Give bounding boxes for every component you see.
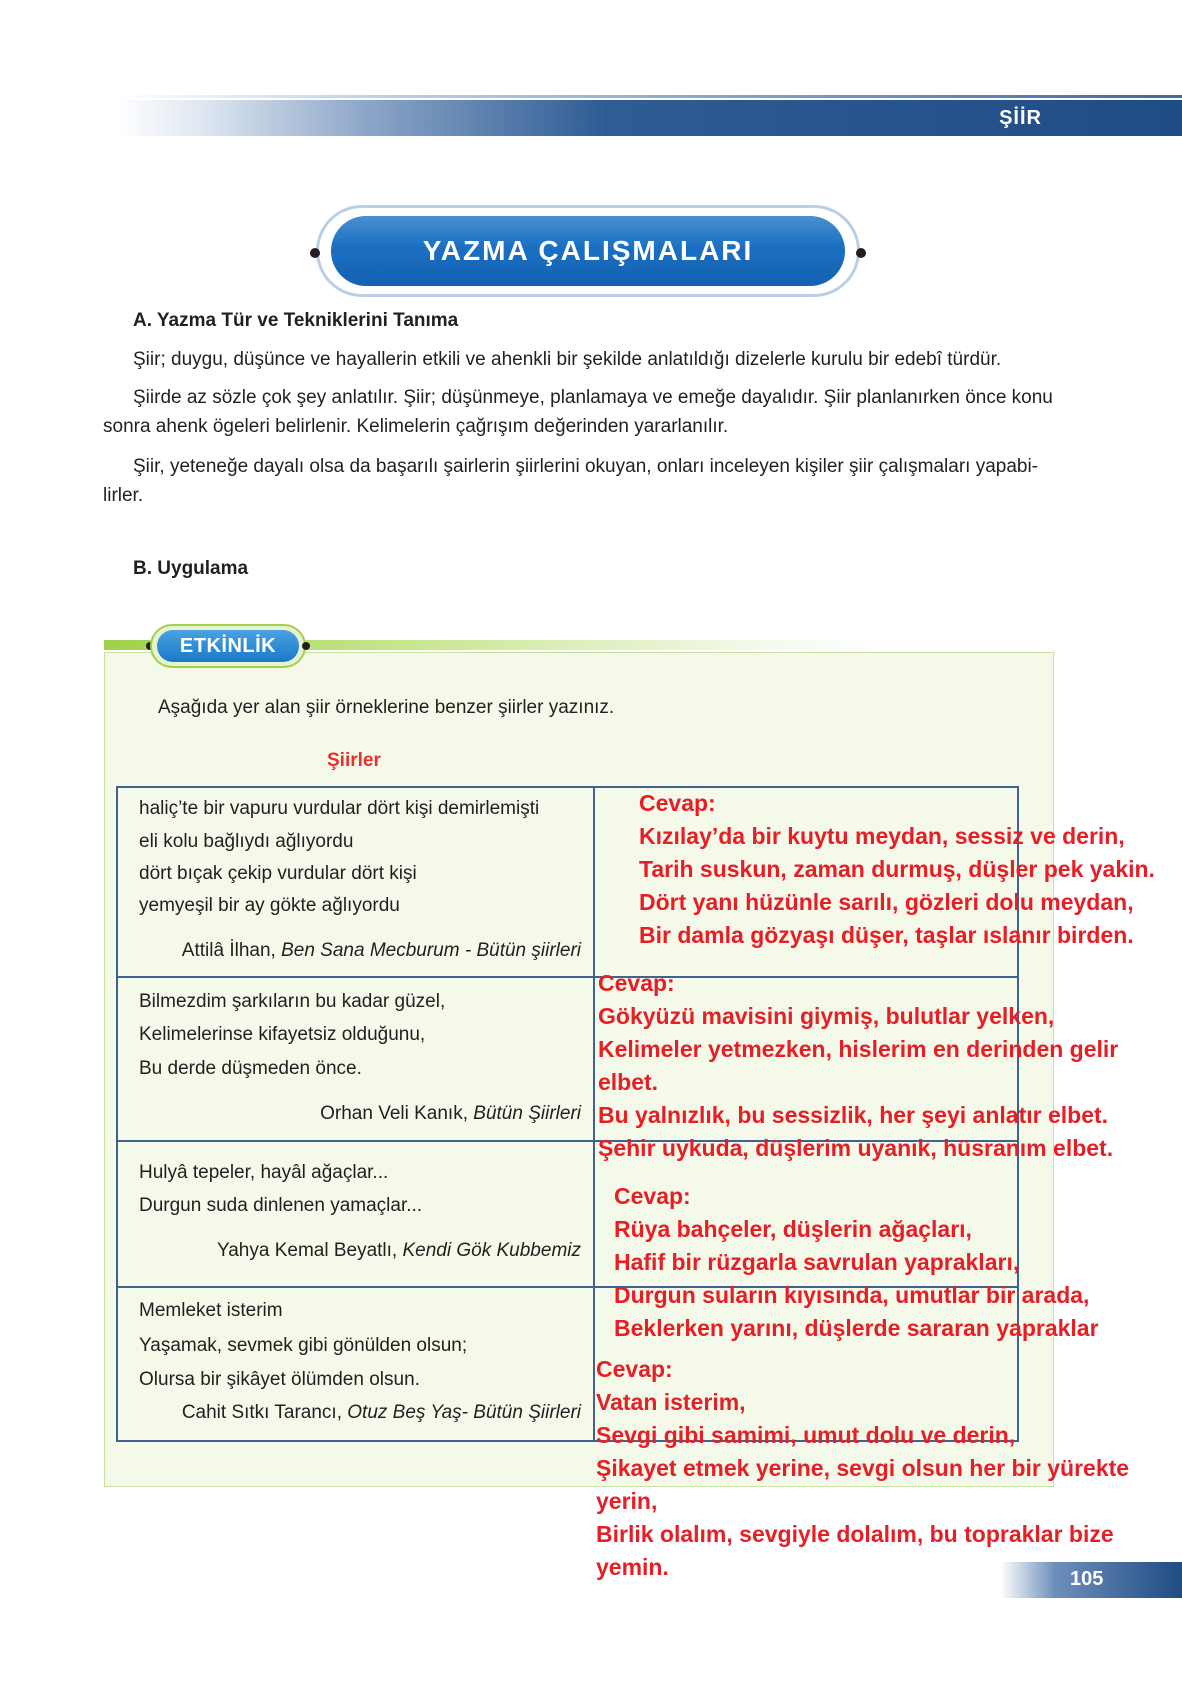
answer-4-label: Cevap: <box>596 1356 673 1382</box>
paragraph-3-line-2: lirler. <box>103 485 144 506</box>
poem-3-book: Kendi Gök Kubbemiz <box>402 1240 581 1261</box>
paragraph-2-line-1: Şiirde az sözle çok şey anlatılır. Şiir; düşünmeye, planlamaya ve emeğe dayalıdır. Şiir planlanırken önce konu <box>133 387 1053 408</box>
page-title: YAZMA ÇALIŞMALARI <box>331 216 845 286</box>
header-band <box>115 100 1182 136</box>
poem-4-author: Cahit Sıtkı Tarancı, <box>181 1402 342 1423</box>
answer-1-line-3: Dört yanı hüzünle sarılı, gözleri dolu meydan, <box>639 889 1134 915</box>
poem-2-source <box>320 1103 581 1125</box>
answer-1 <box>639 787 1155 952</box>
poem-3-line-2: Durgun suda dinlenen yamaçlar... <box>139 1195 423 1216</box>
poem-2-author: Orhan Veli Kanık, <box>320 1103 468 1124</box>
poem-3-author: Yahya Kemal Beyatlı, <box>216 1240 398 1261</box>
answer-2-line-2: Kelimeler yetmezken, hislerim en derinden gelir <box>598 1036 1119 1062</box>
answer-2-line-5: Şehir uykuda, düşlerim uyanık, hüsranım elbet. <box>598 1135 1114 1161</box>
answer-3-line-3: Durgun suların kıyısında, umutlar bir arada, <box>614 1282 1090 1308</box>
poem-4-book: Otuz Beş Yaş- Bütün Şiirleri <box>347 1402 581 1423</box>
poem-4-line-2: Yaşamak, sevmek gibi gönülden olsun; <box>139 1335 468 1356</box>
activity-instruction: Aşağıda yer alan şiir örneklerine benzer şiirler yazınız. <box>158 697 615 718</box>
poem-2-line-1: Bilmezdim şarkıların bu kadar güzel, <box>139 991 446 1012</box>
answer-4-line-2: Sevgi gibi samimi, umut dolu ve derin, <box>596 1422 1016 1448</box>
answer-2-label: Cevap: <box>598 970 675 996</box>
title-left-dot <box>310 248 320 258</box>
table-column-divider <box>593 786 595 1442</box>
answer-4-line-5: Birlik olalım, sevgiyle dolalım, bu topraklar bize <box>596 1521 1114 1547</box>
poem-1-line-2: eli kolu bağlıydı ağlıyordu <box>139 831 354 852</box>
answer-2-line-1: Gökyüzü mavisini giymiş, bulutlar yelken, <box>598 1003 1055 1029</box>
answer-2-line-4: Bu yalnızlık, bu sessizlik, her şeyi anlatır elbet. <box>598 1102 1109 1128</box>
answer-3 <box>614 1180 1099 1345</box>
answer-1-label: Cevap: <box>639 790 716 816</box>
answer-3-line-2: Hafif bir rüzgarla savrulan yaprakları, <box>614 1249 1020 1275</box>
badge-right-dot <box>302 642 310 650</box>
poem-1-source <box>182 940 581 962</box>
section-b-heading: B. Uygulama <box>133 558 249 579</box>
section-a-heading: A. Yazma Tür ve Tekniklerini Tanıma <box>133 310 459 331</box>
title-right-dot <box>856 248 866 258</box>
paragraph-1: Şiir; duygu, düşünce ve hayallerin etkili ve ahenkli bir şekilde anlatıldığı dizelerle kurulu bir edebî türdür. <box>133 349 1002 370</box>
poem-4-line-3: Olursa bir şikâyet ölümden olsun. <box>139 1369 420 1390</box>
poem-1-line-4: yemyeşil bir ay gökte ağlıyordu <box>139 895 400 916</box>
answer-3-line-1: Rüya bahçeler, düşlerin ağaçları, <box>614 1216 972 1242</box>
answer-4-line-6: yemin. <box>596 1554 669 1580</box>
answer-1-line-2: Tarih suskun, zaman durmuş, düşler pek yakin. <box>639 856 1155 882</box>
answer-2-line-3: elbet. <box>598 1069 659 1095</box>
activity-badge: ETKİNLİK <box>157 630 299 662</box>
answer-4-line-1: Vatan isterim, <box>596 1389 746 1415</box>
paragraph-2-line-2: sonra ahenk ögeleri belirlenir. Kelimelerin çağrışım değerinden yararlanılır. <box>103 416 729 437</box>
table-title: Şiirler <box>327 750 381 771</box>
answer-3-line-4: Beklerken yarını, düşlerde sararan yapraklar <box>614 1315 1099 1341</box>
paragraph-3-line-1: Şiir, yeteneğe dayalı olsa da başarılı şairlerin şiirlerini okuyan, onları inceleyen kişiler şiir çalışmaları yapabi- <box>133 456 1039 477</box>
poem-2-book: Bütün Şiirleri <box>473 1103 581 1124</box>
answer-2 <box>598 967 1118 1165</box>
poem-2-line-3: Bu derde düşmeden önce. <box>139 1058 362 1079</box>
poem-2-line-2: Kelimelerinse kifayetsiz olduğunu, <box>139 1024 426 1045</box>
poem-1-book: Ben Sana Mecburum - Bütün şiirleri <box>281 940 581 961</box>
poem-1-line-1: haliç’te bir vapuru vurdular dört kişi demirlemişti <box>139 798 540 819</box>
answer-4-line-4: yerin, <box>596 1488 658 1514</box>
answer-1-line-1: Kızılay’da bir kuytu meydan, sessiz ve derin, <box>639 823 1125 849</box>
page-number: 105 <box>1070 1568 1104 1590</box>
poem-1-line-3: dört bıçak çekip vurdular dört kişi <box>139 863 417 884</box>
poem-4-source <box>182 1402 581 1424</box>
answer-4-line-3: Şikayet etmek yerine, sevgi olsun her bir yürekte <box>596 1455 1130 1481</box>
section-label: ŞİİR <box>999 107 1042 129</box>
poem-3-line-1: Hulyâ tepeler, hayâl ağaçlar... <box>139 1162 389 1183</box>
answer-4 <box>596 1353 1129 1584</box>
poem-3-source <box>217 1240 581 1262</box>
poem-1-author: Attilâ İlhan, <box>181 940 276 961</box>
poem-4-line-1: Memleket isterim <box>139 1300 283 1321</box>
answer-1-line-4: Bir damla gözyaşı düşer, taşlar ıslanır birden. <box>639 922 1134 948</box>
answer-3-label: Cevap: <box>614 1183 691 1209</box>
